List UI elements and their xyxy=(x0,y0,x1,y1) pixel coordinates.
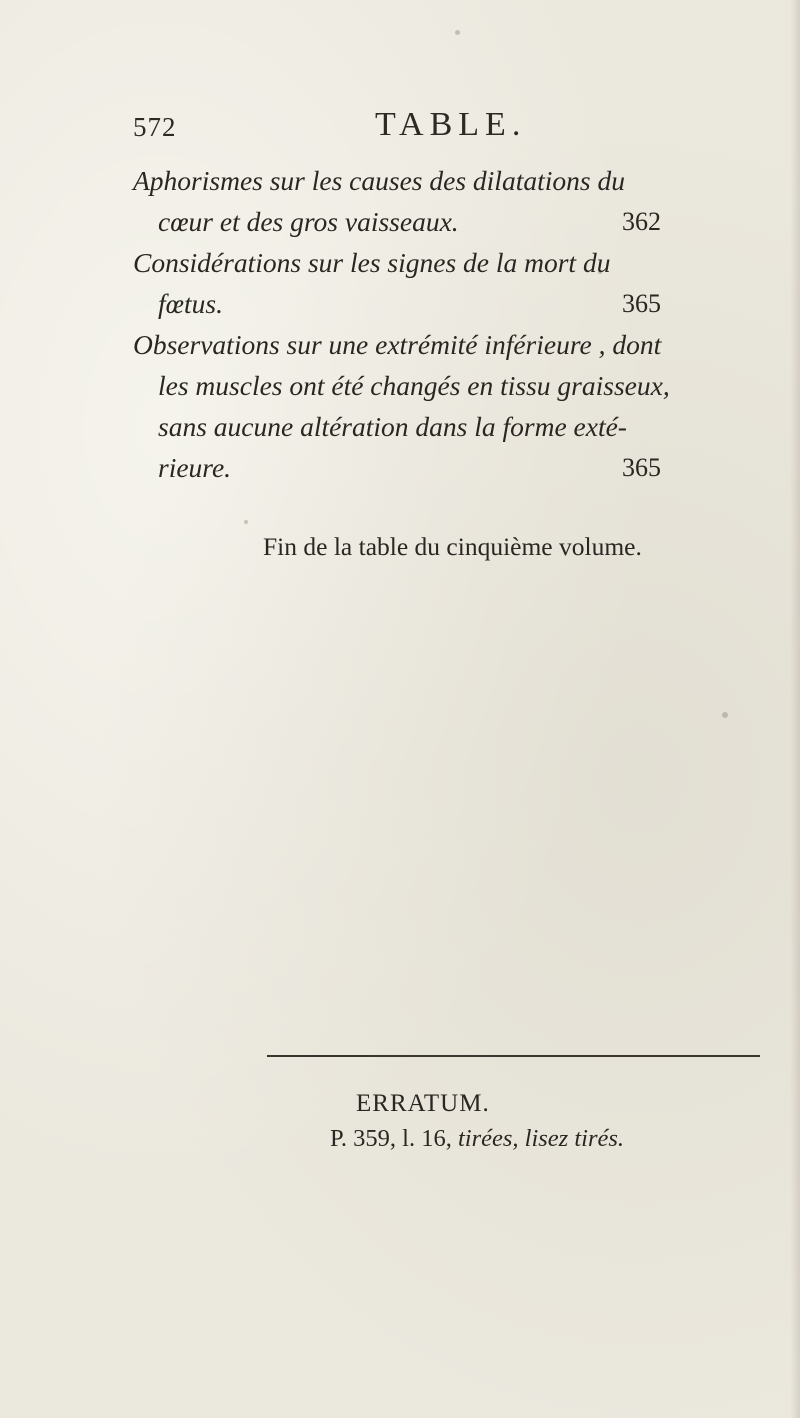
toc-entry-line xyxy=(133,406,661,447)
toc-entry-text: fœtus. xyxy=(158,288,223,319)
table-of-contents xyxy=(133,160,670,488)
page-header xyxy=(133,106,653,154)
toc-entry-line xyxy=(133,201,661,242)
erratum-line xyxy=(330,1125,624,1153)
toc-entry-text: les muscles ont été changés en tissu graisseux, xyxy=(158,370,670,401)
paper-spot xyxy=(244,520,248,524)
toc-page-number: 365 xyxy=(622,453,661,482)
toc-entry-line xyxy=(133,160,661,201)
running-title: TABLE. xyxy=(375,106,527,143)
page-edge-shadow xyxy=(790,0,800,1418)
toc-entry-text: cœur et des gros vaisseaux. xyxy=(158,206,459,237)
erratum-heading: ERRATUM. xyxy=(356,1090,490,1117)
toc-page-number: 362 xyxy=(622,207,661,236)
toc-entry-line xyxy=(133,447,661,488)
paper-spot xyxy=(455,30,460,35)
page-number: 572 xyxy=(133,112,177,142)
toc-entry-text: Considérations sur les signes de la mort du xyxy=(133,247,611,278)
toc-entry-line xyxy=(133,242,661,283)
toc-entry-line xyxy=(133,365,670,406)
erratum-reference: P. 359, l. 16, xyxy=(330,1125,452,1152)
toc-entry-text: sans aucune altération dans la forme exté- xyxy=(158,411,627,442)
toc-entry-text: Aphorismes sur les causes des dilatations du xyxy=(133,165,625,196)
closing-note: Fin de la table du cinquième volume. xyxy=(263,532,642,561)
toc-entry-text: rieure. xyxy=(158,452,232,483)
erratum-wrong-word: tirées, xyxy=(457,1125,519,1152)
paper-spot xyxy=(722,712,728,718)
toc-entry-line xyxy=(133,283,661,324)
horizontal-rule xyxy=(267,1055,760,1057)
toc-entry-text: Observations sur une extrémité inférieure , dont xyxy=(133,329,662,360)
erratum-read-as: lisez xyxy=(524,1125,569,1152)
toc-page-number: 365 xyxy=(622,289,661,318)
toc-entry-line xyxy=(133,324,661,365)
erratum-correct-word: tirés. xyxy=(574,1125,625,1152)
